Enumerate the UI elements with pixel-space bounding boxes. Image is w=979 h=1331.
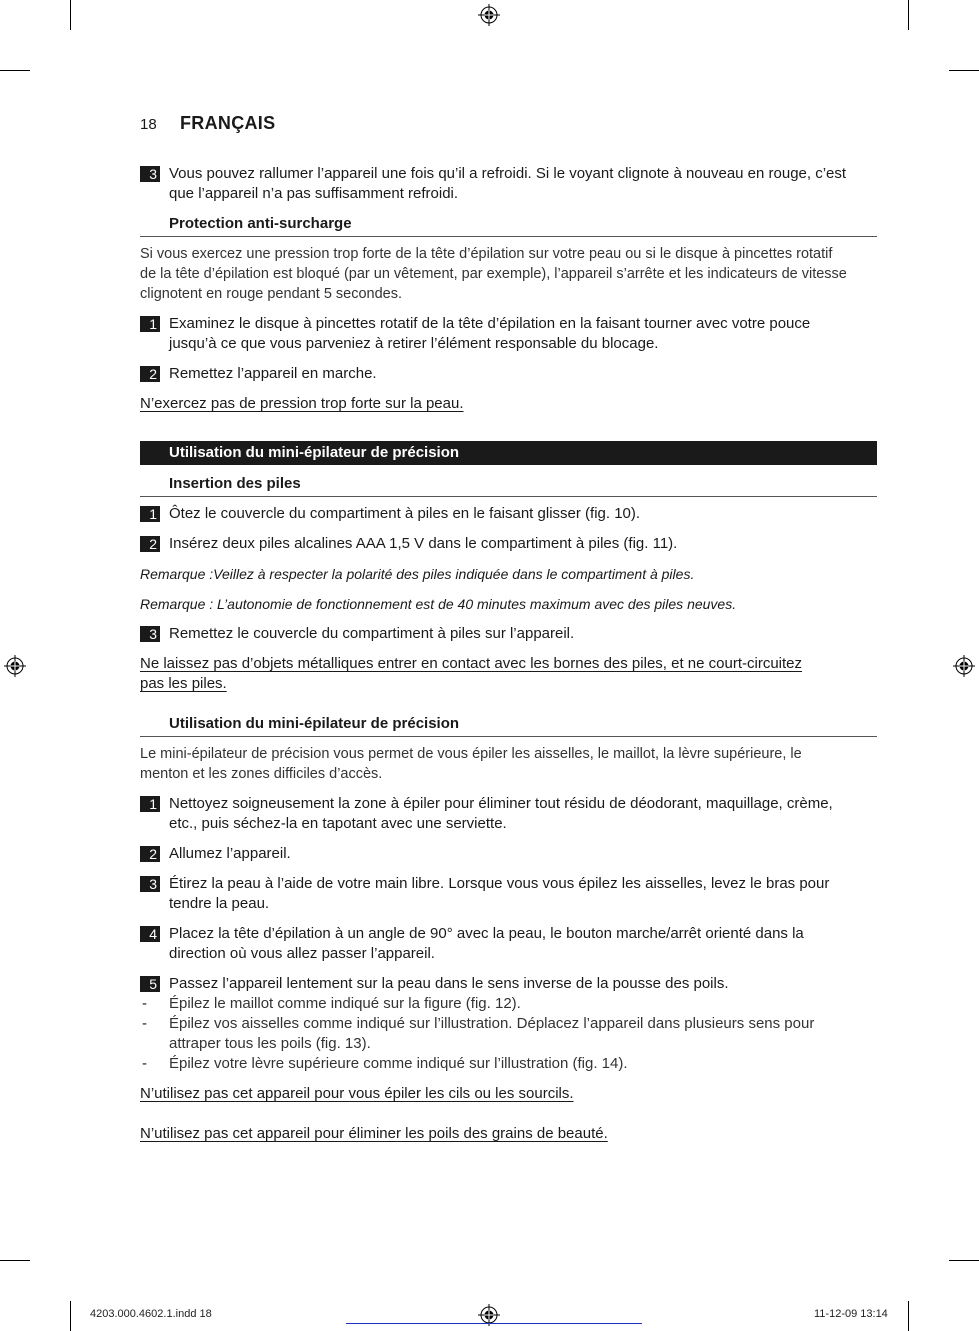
bullet-item (140, 994, 848, 1014)
subheading-insertion: Insertion des piles (140, 474, 877, 497)
step-4 (140, 924, 848, 964)
crop-mark (908, 1301, 909, 1331)
warning-text: N’exercez pas de pression trop forte sur la peau. (140, 395, 464, 412)
bullet-item (140, 1014, 848, 1054)
subheading-protection: Protection anti-surcharge (140, 214, 877, 237)
step-text: Remettez l’appareil en marche. (169, 365, 377, 382)
note-text: Remarque :Veillez à respecter la polarité des piles indiquée dans le compartiment à piles. (140, 566, 695, 582)
step-text: Examinez le disque à pincettes rotatif de la tête d’épilation en la faisant tourner avec votre pouce jusqu’à ce que vous parveniez à retirer l’élément responsable du blocage. (169, 315, 811, 352)
bullet-dash: - (142, 1055, 147, 1072)
warning-text: N’utilisez pas cet appareil pour éliminer les poils des grains de beauté. (140, 1125, 608, 1142)
crop-mark (0, 70, 30, 71)
step-number: 4 (140, 926, 160, 942)
footer-file-label: 4203.000.4602.1.indd 18 (90, 1308, 212, 1320)
section-band-title: Utilisation du mini-épilateur de précision (140, 441, 877, 465)
note-text: Remarque : L’autonomie de fonctionnement est de 40 minutes maximum avec des piles neuves. (140, 596, 737, 612)
step-number: 2 (140, 846, 160, 862)
bullet-text: Épilez votre lèvre supérieure comme indiqué sur l’illustration (fig. 14). (169, 1055, 628, 1072)
page-language-title: FRANÇAIS (180, 113, 276, 133)
step-2 (140, 364, 848, 384)
bullet-dash: - (142, 995, 147, 1012)
subheading-usage: Utilisation du mini-épilateur de précision (140, 714, 877, 737)
step-number: 1 (140, 506, 160, 522)
crop-mark (0, 1260, 30, 1261)
warning-text: Ne laissez pas d’objets métalliques entrer en contact avec les bornes des piles, et ne court-circuitez pas les piles. (140, 655, 802, 692)
bullet-text: Épilez vos aisselles comme indiqué sur l’illustration. Déplacez l’appareil dans plusieurs sens pour attraper tous les poils (fig. 13). (169, 1015, 815, 1052)
bullet-item (140, 1054, 848, 1074)
step-number: 5 (140, 976, 160, 992)
step-1 (140, 314, 848, 354)
step-number: 3 (140, 626, 160, 642)
step-1 (140, 504, 848, 524)
step-2 (140, 534, 848, 554)
step-text: Placez la tête d’épilation à un angle de 90° avec la peau, le bouton marche/arrêt orienté dans la direction où vous allez passer l’appareil. (169, 925, 804, 962)
step-2 (140, 844, 848, 864)
step-number: 2 (140, 366, 160, 382)
registration-mark-icon (478, 4, 500, 26)
step-text: Allumez l’appareil. (169, 845, 291, 862)
registration-mark-icon (953, 655, 975, 677)
step-3 (140, 624, 848, 644)
step-number: 3 (140, 876, 160, 892)
step-text: Ôtez le couvercle du compartiment à piles en le faisant glisser (fig. 10). (169, 505, 641, 522)
bullet-dash: - (142, 1015, 147, 1032)
crop-mark (949, 1260, 979, 1261)
crop-mark (949, 70, 979, 71)
crop-mark (70, 1301, 71, 1331)
step-number: 2 (140, 536, 160, 552)
crop-mark (70, 0, 71, 30)
step-text: Remettez le couvercle du compartiment à piles sur l’appareil. (169, 625, 575, 642)
step-text: Passez l’appareil lentement sur la peau dans le sens inverse de la pousse des poils. (169, 975, 729, 992)
registration-mark-icon (4, 655, 26, 677)
step-text: Vous pouvez rallumer l’appareil une fois qu’il a refroidi. Si le voyant clignote à nouveau en rouge, c’est que l’appareil n’a pas suffisamment refroidi. (169, 165, 847, 202)
paragraph-usage: Le mini-épilateur de précision vous permet de vous épiler les aisselles, le maillot, la lèvre supérieure, le menton et les zones difficiles d’accès. (140, 746, 802, 782)
step-number: 3 (140, 166, 160, 182)
step-3 (140, 874, 848, 914)
step-3 (140, 164, 848, 204)
bullet-text: Épilez le maillot comme indiqué sur la figure (fig. 12). (169, 995, 521, 1012)
crop-mark (908, 0, 909, 30)
step-text: Nettoyez soigneusement la zone à épiler pour éliminer tout résidu de déodorant, maquillage, crème, etc., puis séchez-la en tapotant avec une serviette. (169, 795, 833, 832)
step-1 (140, 794, 848, 834)
paragraph-protection: Si vous exercez une pression trop forte de la tête d’épilation sur votre peau ou si le disque à pincettes rotatif de la tête d’épilation est bloqué (par un vêtement, par exemple), l’appareil s’arrête et les indicateurs de vitesse clignotent en rouge pendant 5 secondes. (140, 246, 847, 302)
step-text: Insérez deux piles alcalines AAA 1,5 V dans le compartiment à piles (fig. 11). (169, 535, 678, 552)
step-number: 1 (140, 796, 160, 812)
page-number: 18 (140, 116, 157, 133)
step-5 (140, 974, 848, 994)
footer-timestamp: 11-12-09 13:14 (814, 1308, 888, 1320)
warning-text: N’utilisez pas cet appareil pour vous épiler les cils ou les sourcils. (140, 1085, 574, 1102)
footer-divider (346, 1323, 642, 1324)
step-number: 1 (140, 316, 160, 332)
step-text: Étirez la peau à l’aide de votre main libre. Lorsque vous vous épilez les aisselles, levez le bras pour tendre la peau. (169, 875, 830, 912)
